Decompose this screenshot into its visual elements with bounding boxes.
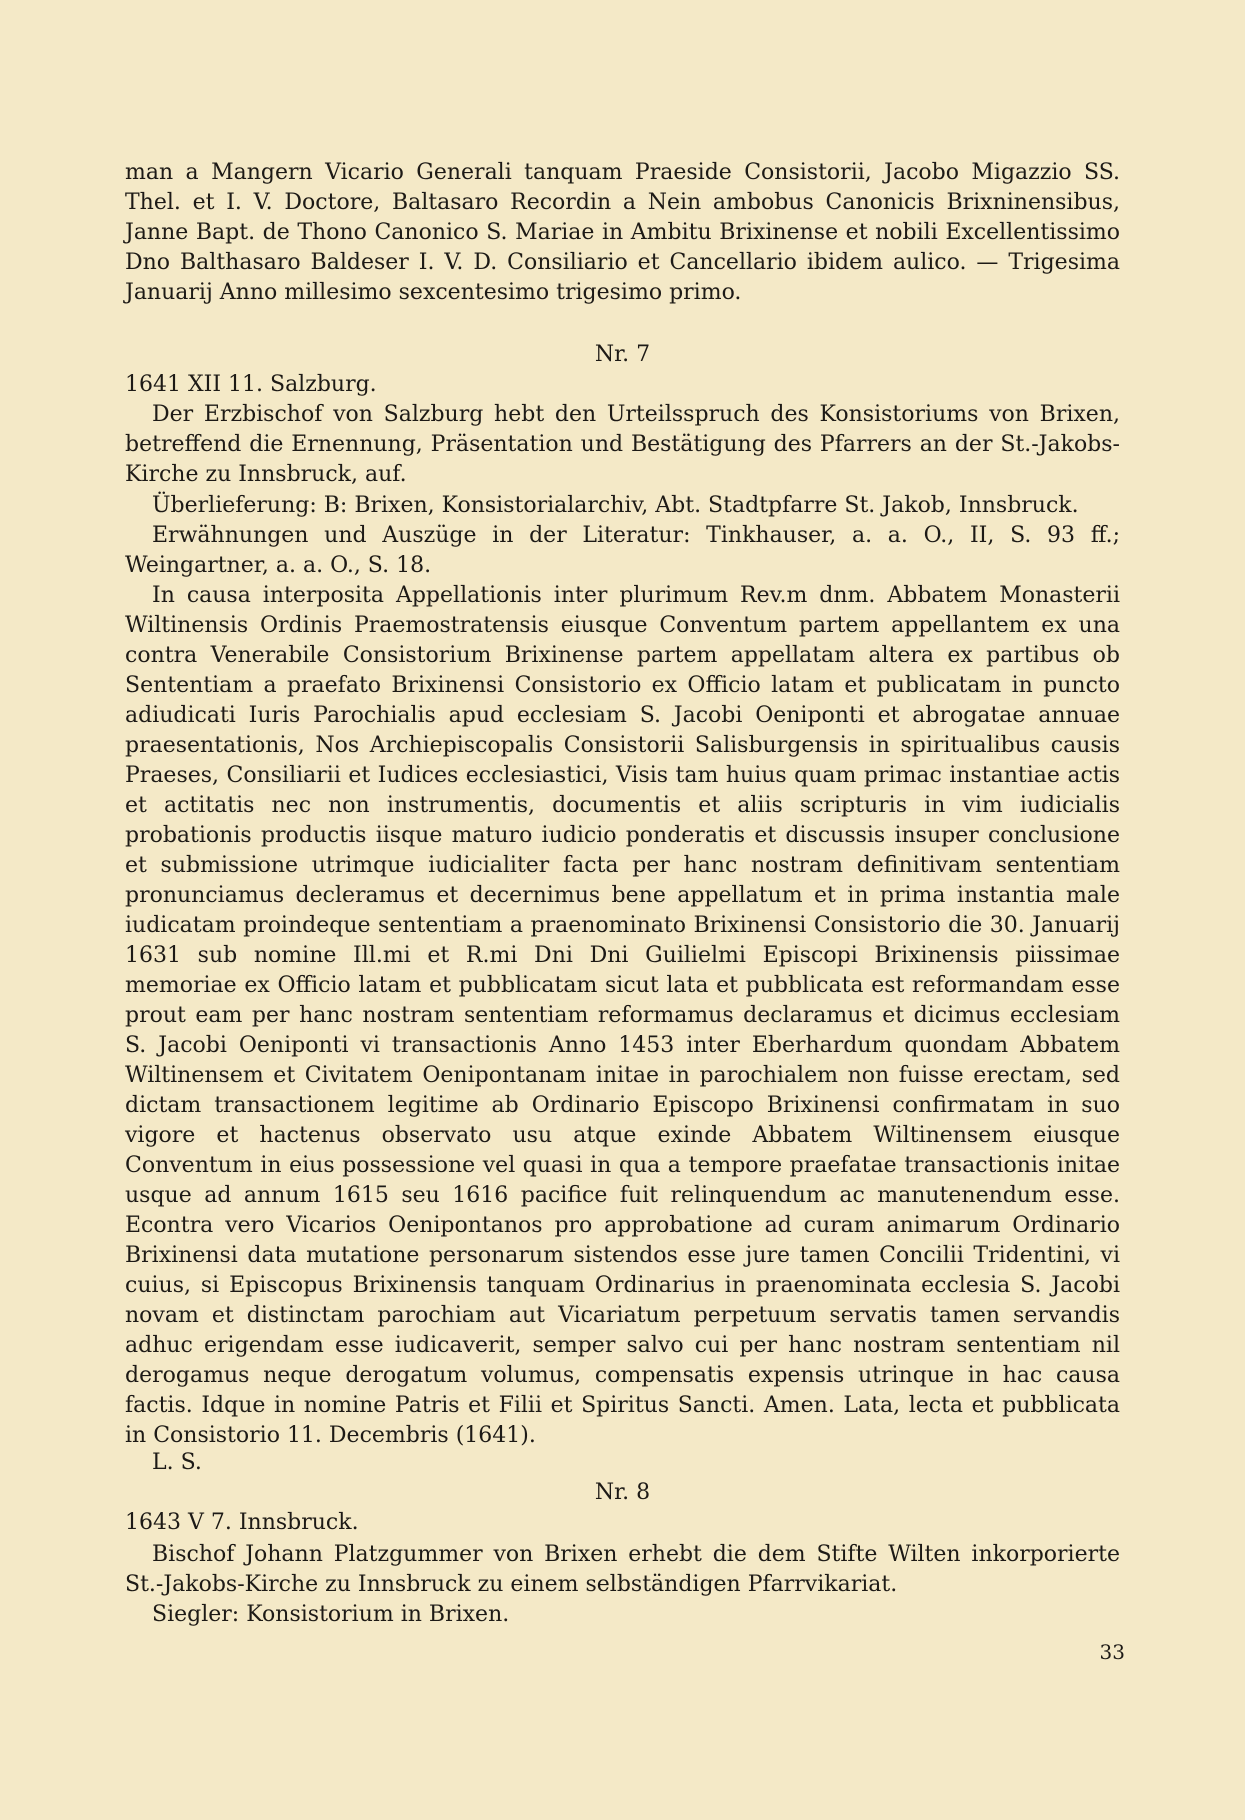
document-8-date-place: 1643 V 7. Innsbruck. [125,1510,359,1535]
document-7-transmission: Überlieferung: B: Brixen, Konsistorialarchiv, Abt. Stadtpfarre St. Jakob, Innsbruck. [152,493,1079,518]
document-7-seal: L. S. [152,1450,202,1475]
page-number: 33 [1099,1640,1125,1664]
document-8-sealer: Siegler: Konsistorium in Brixen. [152,1602,510,1627]
document-8-summary: Bischof Johann Platzgummer von Brixen erhebt die dem Stifte Wilten inkorporierte St.-Jakobs-Kirche zu Innsbruck zu einem selbständigen Pfarrvikariat. [125,1542,1120,1597]
document-7-mentions: Erwähnungen und Auszüge in der Literatur: Tinkhauser, a. a. O., II, S. 93 ff.; Weingartner, a. a. O., S. 18. [125,523,1120,578]
document-number-7: Nr. 7 [594,342,651,367]
document-7-latin-text: In causa interposita Appellationis inter plurimum Rev.m dnm. Abbatem Monasterii Wiltinensis Ordinis Praemostratensis eiusque Conventum partem appellantem ex una contra Venerabile Consistorium Brixinense partem appellatam altera ex partibus ob Sententiam a praefato Brixinensi Consistorio ex Officio latam et publicatam in puncto adiudicati Iuris Parochialis apud ecclesiam S. Jacobi Oeniponti et abrogatae annuae praesentationis, Nos Archiepiscopalis Consistorii Salisburgensis in spiritualibus causis Praeses, Consiliarii et Iudices ecclesiastici, Visis tam huius quam primac instantiae actis et actitatis nec non instrumentis, documentis et aliis scripturis in vim iudicialis probationis productis iisque maturo iudicio ponderatis et discussis insuper conclusione et submissione utrimque iudicialiter facta per hanc nostram definitivam sententiam pronunciamus decleramus et decernimus bene appellatum et in prima instantia male iudicatam proindeque sententiam a praenominato Brixinensi Consistorio die 30. Januarij 1631 sub nomine Ill.mi et R.mi Dni Dni Guilielmi Episcopi Brixinensis piissimae memoriae ex Officio latam et pubblicatam sicut lata et pubblicata est reformandam esse prout eam per hanc nostram sententiam reformamus declaramus et dicimus ecclesiam S. Jacobi Oeniponti vi transactionis Anno 1453 inter Eberhardum quondam Abbatem Wiltinensem et Civitatem Oenipontanam initae in parochialem non fuisse erectam, sed dictam transactionem legitime ab Ordinario Episcopo Brixinensi confirmatam in suo vigore et hactenus observato usu atque exinde Abbatem Wiltinensem eiusque Conventum in eius possessione vel quasi in qua a tempore praefatae transactionis initae usque ad annum 1615 seu 1616 pacifice fuit relinquendum ac manutenendum esse. Econtra vero Vicarios Oenipontanos pro approbatione ad curam animarum Ordinario Brixinensi data mutatione personarum sistendos esse jure tamen Concilii Tridentini, vi cuius, si Episcopus Brixinensis tanquam Ordinarius in praenominata ecclesia S. Jacobi novam et distinctam parochiam aut Vicariatum perpetuum servatis tamen servandis adhuc erigendam esse iudicaverit, semper salvo cui per hanc nostram sententiam nil derogamus neque derogatum volumus, compensatis expensis utrinque in hac causa factis. Idque in nomine Patris et Filii et Spiritus Sancti. Amen. Lata, lecta et pubblicata in Consistorio 11. Decembris (1641). [125,583,1120,1448]
previous-document-text: man a Mangern Vicario Generali tanquam Praeside Consistorii, Jacobo Migazzio SS. Thel. et I. V. Doctore, Baltasaro Recordin a Nein ambobus Canonicis Brixninensibus, Janne Bapt. de Thono Canonico S. Mariae in Ambitu Brixinense et nobili Excellentissimo Dno Balthasaro Baldeser I. V. D. Consiliario et Cancellario ibidem aulico. — Trigesima Januarij Anno millesimo sexcentesimo trigesimo primo. [125,160,1120,305]
document-7-summary: Der Erzbischof von Salzburg hebt den Urteilsspruch des Konsistoriums von Brixen, betreffend die Ernennung, Präsentation und Bestätigung des Pfarrers an der St.-Jakobs-Kirche zu Innsbruck, auf. [125,402,1120,487]
document-7-date-place: 1641 XII 11. Salzburg. [125,372,377,397]
document-number-8: Nr. 8 [594,1480,651,1505]
